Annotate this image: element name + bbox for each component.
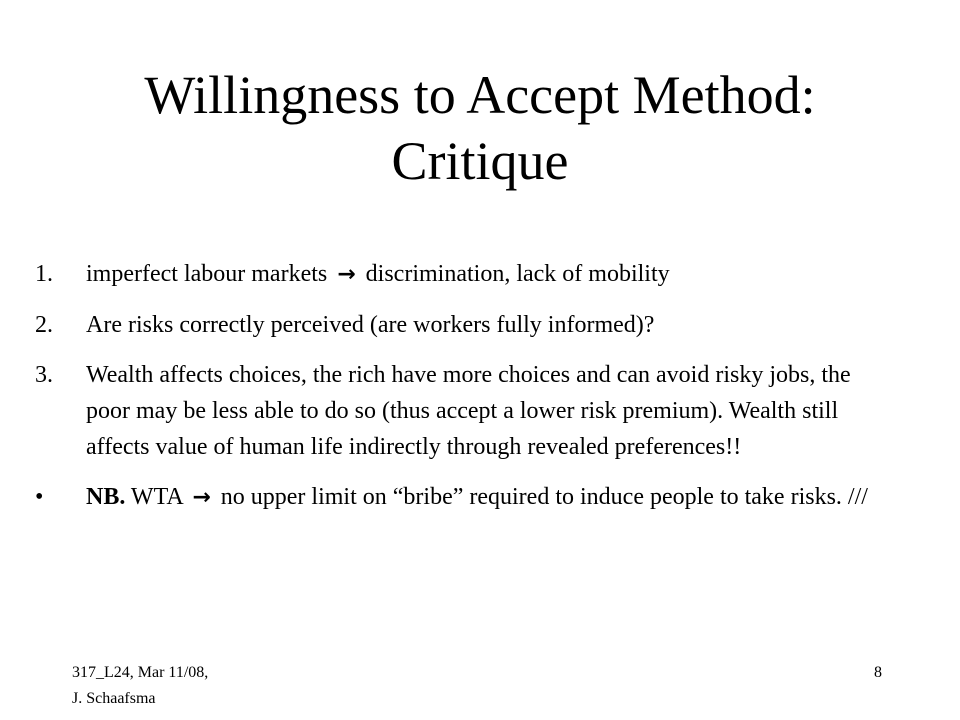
right-arrow-icon: → [337,262,356,287]
bullet-icon: • [35,484,44,510]
slide-title [60,62,900,194]
item-text: WTA [130,484,183,510]
right-arrow-icon: → [192,485,211,510]
footer-source [72,660,208,712]
slide-title-line-1: Willingness to Accept Method: [144,65,816,125]
slide-title-line-2: Critique [391,131,569,191]
footer-line-2: J. Schaafsma [72,690,156,707]
list-item [35,256,892,293]
list-item [35,357,892,465]
item-text: Wealth affects choices, the rich have more choices and can avoid risky jobs, the poor may be less able to do so (thus accept a lower risk premium). Wealth still affects value of human life indirectly through revealed preferences!! [86,362,851,460]
list-number: 1. [35,261,53,287]
item-text: Are risks correctly perceived (are workers fully informed)? [86,312,655,338]
item-text: discrimination, lack of mobility [365,261,670,287]
item-text: no upper limit on “bribe” required to induce people to take risks. /// [220,484,868,510]
list-item [35,479,892,516]
page-number: 8 [874,664,882,681]
list-number: 2. [35,312,53,338]
list-item [35,307,892,343]
list-number: 3. [35,362,53,388]
nb-label: NB. [86,484,126,510]
footer-line-1: 317_L24, Mar 11/08, [72,664,209,681]
critique-list [35,256,892,530]
item-text: imperfect labour markets [86,261,328,287]
